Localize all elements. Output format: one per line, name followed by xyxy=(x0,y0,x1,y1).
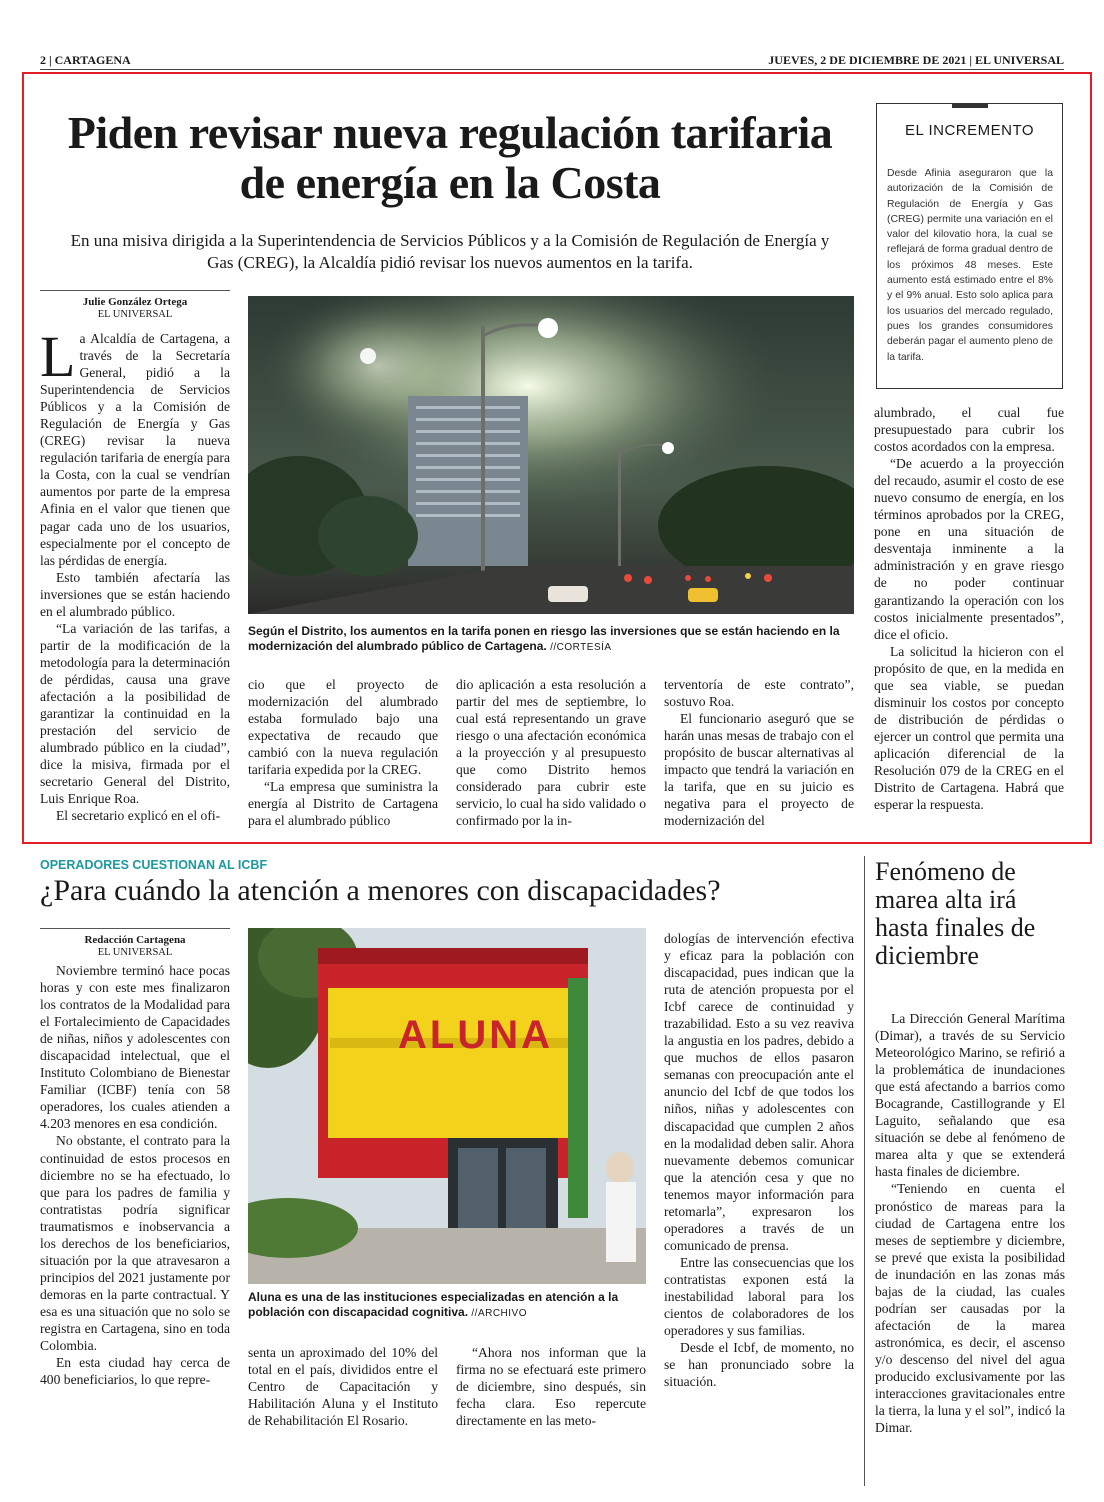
aluna-photo-graphic xyxy=(248,928,646,1284)
caption-text: Aluna es una de las instituciones especializadas en atención a la población con discapacidad cognitiva. xyxy=(248,1290,619,1319)
story2-column-1 xyxy=(40,962,230,1388)
story1-headline: Piden revisar nueva regulación tarifaria de energía en la Costa xyxy=(67,107,833,208)
story3-headline: Fenómeno de marea alta irá hasta finales de diciembre xyxy=(875,857,1036,970)
aluna-sign: ALUNA xyxy=(398,1013,553,1057)
story1-column-3 xyxy=(456,676,646,829)
byline-rule xyxy=(40,928,230,929)
paragraph: “Ahora nos informan que la firma no se efectuará este primero de diciembre, sino después, sin fecha clara. Eso repercute directamente en las meto- xyxy=(456,1345,646,1429)
story3-column xyxy=(875,1010,1065,1436)
outlet-name: EL UNIVERSAL xyxy=(97,947,173,958)
paragraph: Desde el Icbf, de momento, no se han pronunciado sobre la situación. xyxy=(664,1340,854,1390)
outlet-name: EL UNIVERSAL xyxy=(97,309,173,320)
caption-text: Según el Distrito, los aumentos en la tarifa ponen en riesgo las inversiones que se están haciendo en la modernización del alumbrado público de Cartagena. xyxy=(248,624,840,653)
story1-caption xyxy=(248,624,854,655)
photo-credit: //ARCHIVO xyxy=(471,1308,528,1319)
story1-column-1 xyxy=(40,324,230,824)
paragraph: terventoría de este contrato”, sostuvo Roa. xyxy=(664,677,854,710)
column-divider xyxy=(864,856,865,1486)
paragraph: La solicitud la hicieron con el propósito de que, en la medida en que sea viable, se puedan disminuir los costos por concepto de distribución de pérdidas o ejercer un control que permita una aplicación diferencial de la Resolución 079 de la CREG en el Distrito de Cartagena. Habrá que esperar la respuesta. xyxy=(874,643,1064,813)
paragraph: “La variación de las tarifas, a partir de la modificación de la metodología para la determinación de pérdidas, causa una grave afectación a la posibilidad de garantizar la continuidad en la prestación del servicio de alumbrado público en la ciudad”, dice la misiva, firmada por el secretario General del Distrito, Luis Enrique Roa. xyxy=(40,620,230,807)
photo-credit: //CORTESÍA xyxy=(550,642,612,653)
page-header xyxy=(40,53,1064,70)
byline-rule xyxy=(40,290,230,291)
paragraph: En esta ciudad hay cerca de 400 beneficiarios, lo que repre- xyxy=(40,1355,230,1388)
story1-column-2 xyxy=(248,676,438,829)
paragraph: La Dirección General Marítima (Dimar), a través de su Servicio Meteorológico Marino, se refirió a la problemática de inundaciones que está afectando a barrios como Bocagrande, Castillogrande y El Laguito, señalando que esa situación se debe al fenómeno de marea alta y que se extenderá hasta finales de diciembre. xyxy=(875,1011,1065,1180)
dropcap: L xyxy=(40,324,76,389)
story2-column-2 xyxy=(248,1344,438,1429)
story2-kicker: OPERADORES CUESTIONAN AL ICBF xyxy=(40,858,268,872)
story1-column-4 xyxy=(664,676,854,829)
paragraph: cio que el proyecto de modernización del alumbrado estaba formulado bajo una expectativa de recaudo que cambió con la nueva regulación tarifaria expedida por la CREG. xyxy=(248,677,438,778)
story1-byline xyxy=(40,296,230,321)
story2-column-4 xyxy=(664,930,854,1390)
date-paper: JUEVES, 2 DE DICIEMBRE DE 2021 | EL UNIVERSAL xyxy=(768,53,1064,67)
paragraph: Esto también afectaría las inversiones que se están haciendo en el alumbrado público. xyxy=(40,569,230,619)
street-lighting-photo xyxy=(248,296,854,614)
sidebox-accent-bar xyxy=(952,104,988,108)
author-name: Julie González Ortega xyxy=(82,296,188,308)
story2-headline: ¿Para cuándo la atención a menores con discapacidades? xyxy=(40,874,721,907)
sidebox-text: Desde Afinia aseguraron que la autorización de la Comisión de Regulación de Energía y Gas (CREG) permite una variación en el valor del kilovatio hora, la cual se reflejará de forma gradual dentro de los próximos 48 meses. Este aumento está estimado entre el 8% y el 9% anual. Esto solo aplica para los usuarios del mercado regulado, pues los grandes consumidores deberán pagar el aumento pleno de la tarifa. xyxy=(887,168,1053,363)
paragraph: Noviembre terminó hace pocas horas y con este mes finalizaron los contratos de la Modalidad para el Fortalecimiento de Capacidades de niñas, niños y adolescentes con discapacidad intelectual, que el Instituto Colombiano de Bienestar Familiar (ICBF) tenía con 58 operadores, los cuales atienden a 4.203 menores en esa condición. xyxy=(40,963,230,1132)
sidebox-title: EL INCREMENTO xyxy=(904,122,1035,139)
street-photo-graphic xyxy=(248,296,854,614)
story2-caption xyxy=(248,1290,646,1321)
page-section: 2 | CARTAGENA xyxy=(40,53,131,67)
paragraph: No obstante, el contrato para la continuidad de estos procesos en diciembre no se ha efectuado, lo que para los padres de familia y contratistas podría significar traumatismos e inobservancia a los derechos de los beneficiarios, situación por la que atravesaron a principios del 2021 justamente por demoras en la parte contractual. Y esa es una situación que no solo se registra en Cartagena, sino en toda Colombia. xyxy=(40,1133,230,1354)
paragraph: El secretario explicó en el ofi- xyxy=(56,808,221,824)
side-box xyxy=(876,103,1063,389)
paragraph: “La empresa que suministra la energía al Distrito de Cartagena para el alumbrado público xyxy=(248,779,438,829)
paragraph: El funcionario aseguró que se harán unas mesas de trabajo con el propósito de buscar alternativas al impacto que tendrá la variación en la tarifa, que en su juicio es negativa para el proyecto de modernización del xyxy=(664,711,854,829)
aluna-building-photo xyxy=(248,928,646,1284)
paragraph: dologías de intervención efectiva y eficaz para la población con discapacidad, pues indican que la ruta de atención propuesta por el Icbf carece de continuidad y trazabilidad. Esto a su vez reaviva la angustia en los padres, debido a que muchos de ellos pasaron semanas con preocupación ante el anuncio del Icbf de que todos los niños, niñas y adolescentes con discapacidad que cumplen 2 años en la modalidad deben salir. Ahora nuevamente debemos comunicar que la atención cesa y que no tenemos mayor información para retomarla”, expresaron los operadores a través de un comunicado de prensa. xyxy=(664,931,854,1253)
author-name: Redacción Cartagena xyxy=(84,934,186,946)
story2-byline xyxy=(40,934,230,959)
paragraph: a Alcaldía de Cartagena, a través de la Secretaría General, pidió a la Superintendencia de Servicios Públicos y a la Comisión de Regulación de Energía y Gas (CREG) revisar la nueva regulación tarifaria de energía para la Costa, con la cual se vendrían aumentos por parte de la empresa Afinia en el valor que tienen que pagar cada uno de los usuarios, especialmente por el concepto de las pérdidas de energía. xyxy=(40,331,230,568)
paragraph: Entre las consecuencias que los contratistas exponen está la inestabilidad laboral para los cientos de colaboradores de los operadores y sus familias. xyxy=(664,1254,854,1339)
story1-column-5 xyxy=(874,404,1064,813)
paragraph: dio aplicación a esta resolución a partir del mes de septiembre, lo cual está representando un grave riesgo o una afectación económica a la proyección y al presupuesto que como Distrito hemos considerado para cubrir este servicio, lo cual ha sido validado o confirmado por la in- xyxy=(456,677,646,829)
story1-deck: En una misiva dirigida a la Superintendencia de Servicios Públicos y a la Comisión de Regulación de Energía y Gas (CREG), la Alcaldía pidió revisar los nuevos aumentos en la tarifa. xyxy=(70,231,830,272)
story2-column-3 xyxy=(456,1344,646,1429)
paragraph: “De acuerdo a la proyección del recaudo, asumir el costo de ese nuevo consumo de energía, en los términos aprobados por la CREG, pone en una situación de desventaja inminente a la administración y en grave riesgo de no poder continuar garantizando la operación con los costos inicialmente presentados”, dice el oficio. xyxy=(874,456,1064,642)
paragraph: senta un aproximado del 10% del total en el país, divididos entre el Centro de Capacitación y Habilitación Aluna y el Instituto de Rehabilitación El Rosario. xyxy=(248,1345,438,1429)
paragraph: alumbrado, el cual fue presupuestado para cubrir los costos acordados con la empresa. xyxy=(874,405,1064,455)
paragraph: “Teniendo en cuenta el pronóstico de mareas para la ciudad de Cartagena entre los meses de septiembre y diciembre, se prevé que exista la posibilidad de inundación en las zonas más bajas de la ciudad, las cuales podrían ser causadas por la afectación de la marea astronómica, es decir, el ascenso y/o descenso del nivel del agua producido exclusivamente por las interacciones gravitacionales entre la tierra, la luna y el sol”, indicó la Dimar. xyxy=(875,1181,1065,1436)
